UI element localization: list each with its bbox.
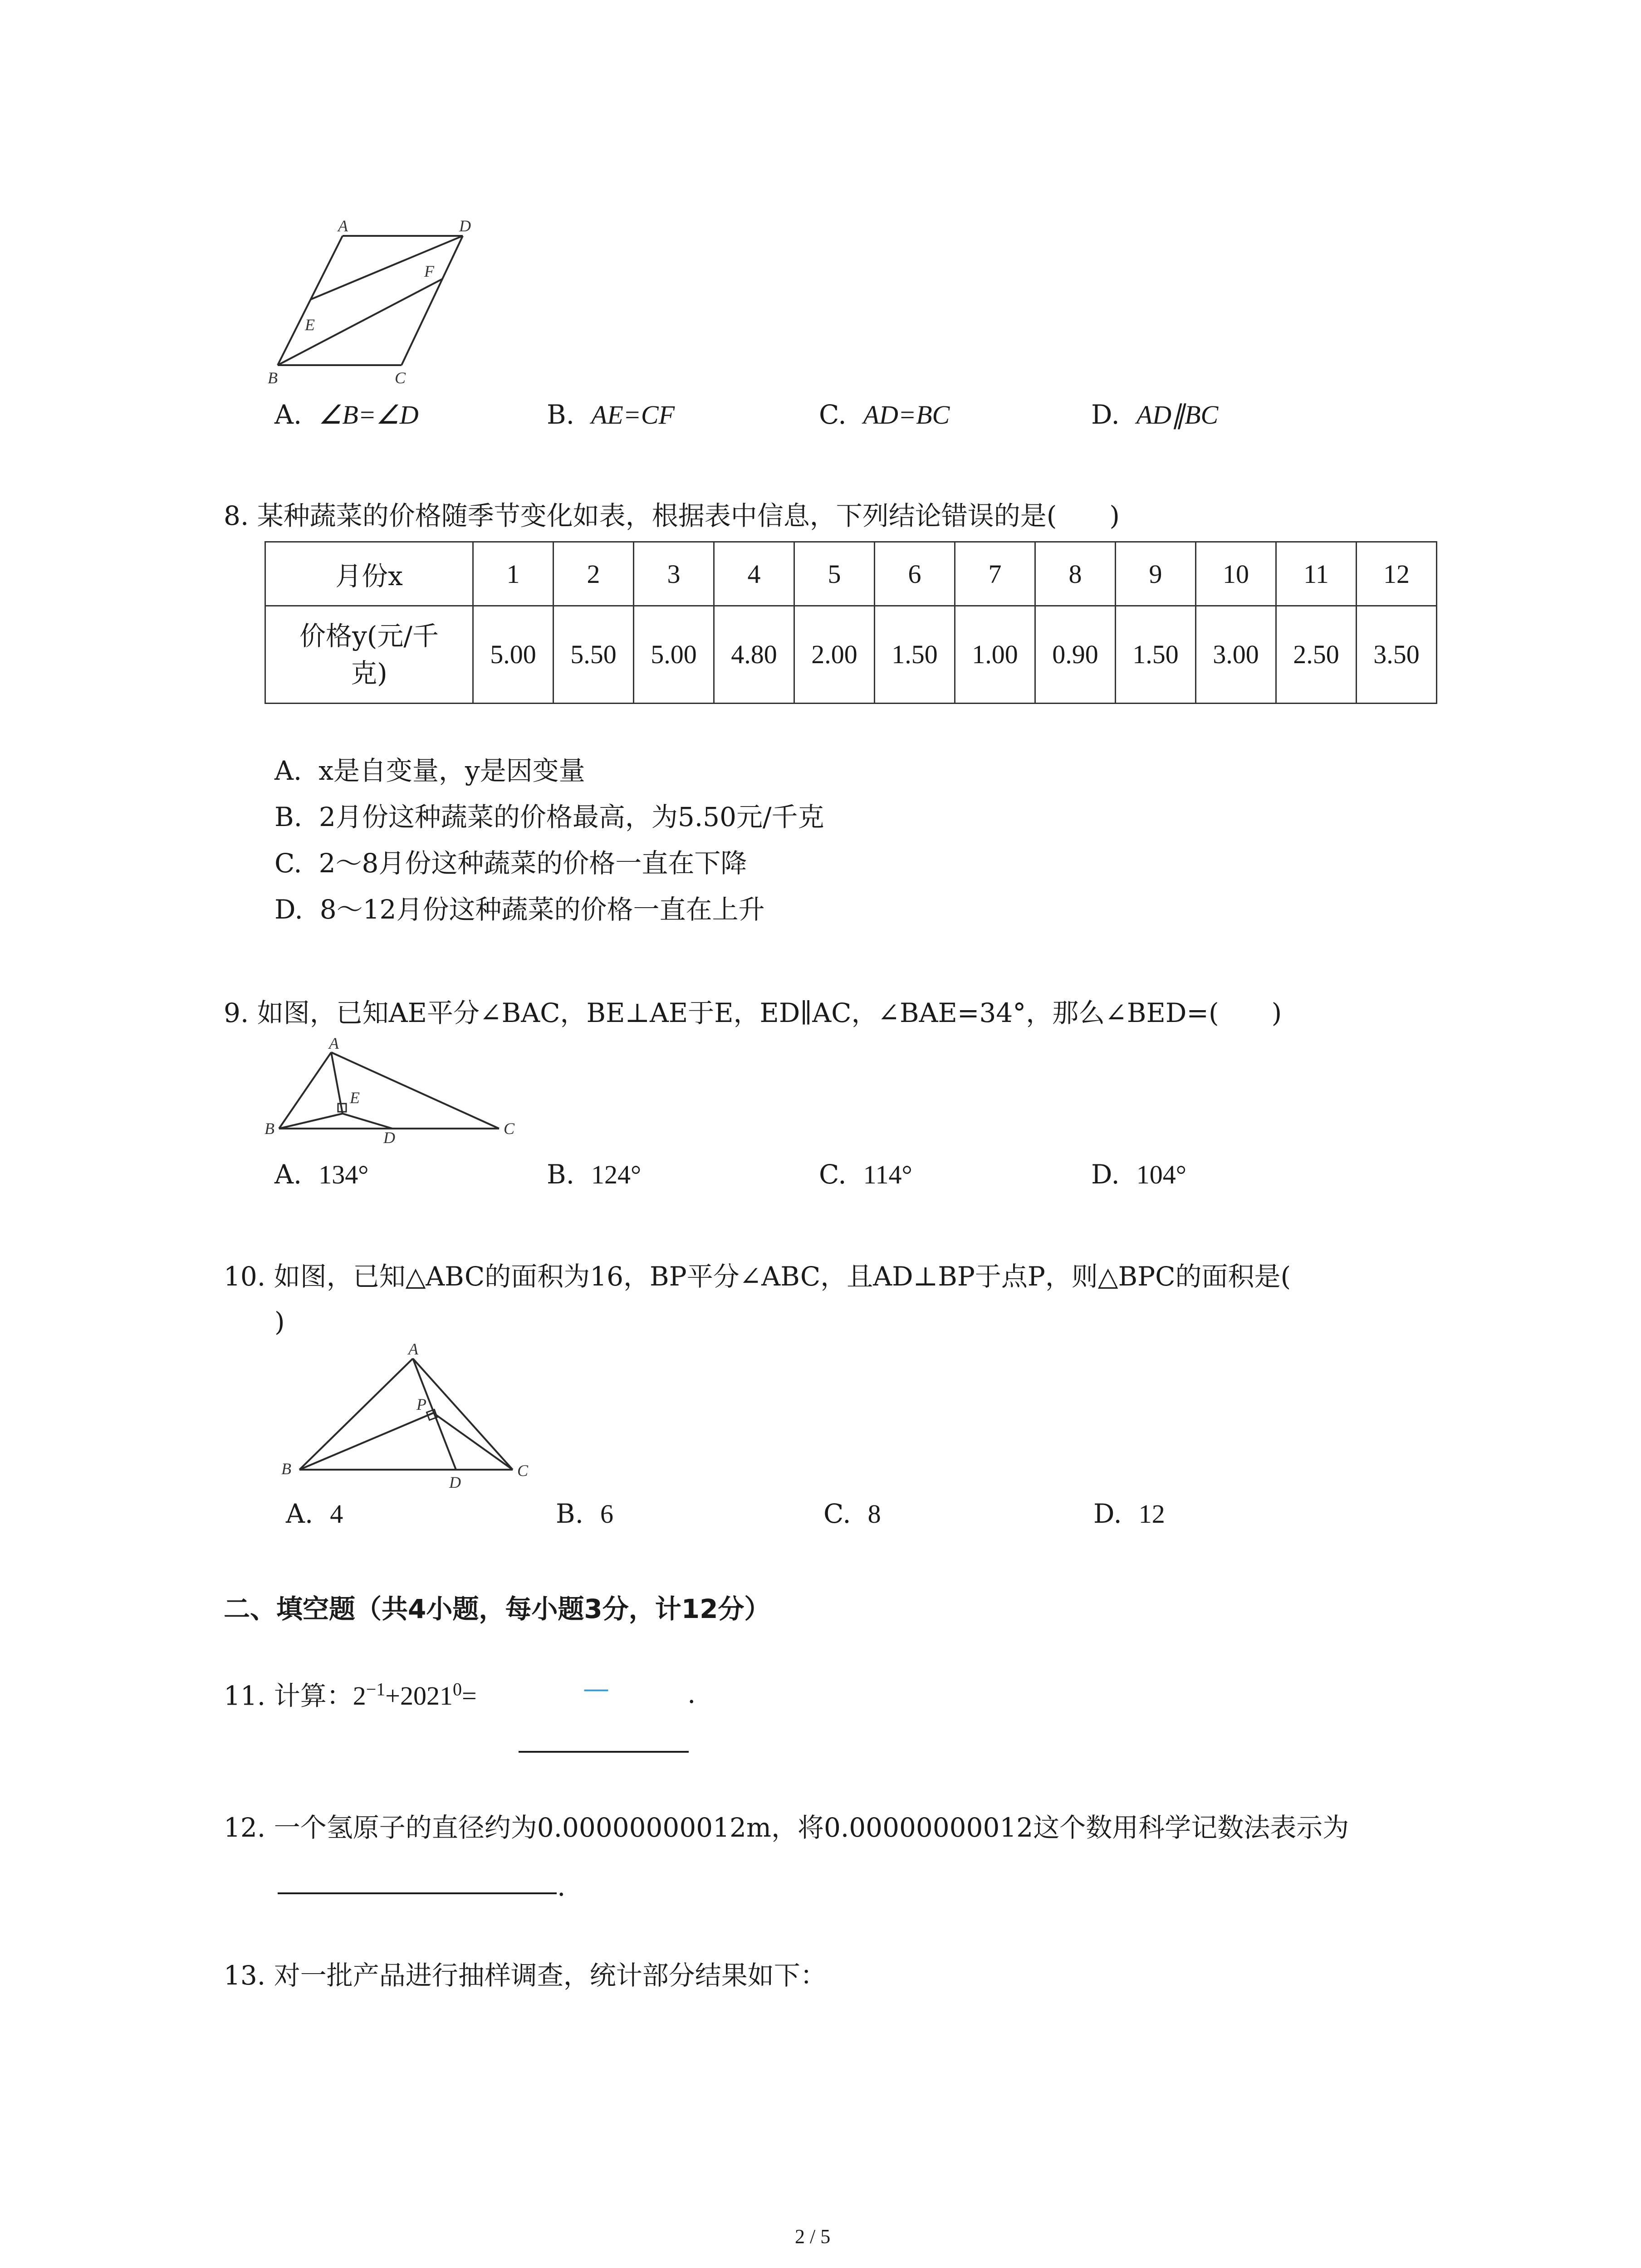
table-cell: 3 — [634, 542, 714, 606]
q7-side-ba — [278, 236, 343, 365]
q8-option-a: A. x是自变量，y是因变量 — [274, 755, 585, 786]
q9-side-ab — [279, 1052, 331, 1129]
q10-option-b: B. 6 — [556, 1498, 613, 1529]
table-cell: 0.90 — [1035, 606, 1116, 704]
q10-option-d: D. 12 — [1093, 1498, 1165, 1529]
q12-period: . — [557, 1871, 566, 1902]
q7-label-c: C — [395, 369, 406, 387]
table-cell: 2 — [554, 542, 634, 606]
table-cell: 4 — [714, 542, 794, 606]
table-cell: 5.00 — [634, 606, 714, 704]
table-cell: 6 — [875, 542, 955, 606]
q7-line-bf — [278, 279, 442, 365]
table-cell: 10 — [1196, 542, 1276, 606]
q7-option-c: C. AD=BC — [819, 399, 950, 430]
q12-stem: 12. 一个氢原子的直径约为0.00000000012m，将0.00000000012这个数用科学记数法表示为 — [224, 1812, 1349, 1843]
q7-label-e: E — [305, 316, 315, 334]
table-row — [265, 542, 1437, 606]
q8-option-b: B. 2月份这种蔬菜的价格最高，为5.50元/千克 — [274, 802, 824, 832]
table-row — [265, 606, 1437, 704]
q7-line-ed — [311, 236, 463, 299]
table-cell: 5.50 — [554, 606, 634, 704]
q9-option-d: D. 104° — [1091, 1159, 1186, 1190]
q10-option-c: C. 8 — [823, 1498, 881, 1529]
table-cell: 1 — [473, 542, 554, 606]
q7-side-dc — [402, 236, 463, 365]
q10-side-ab — [299, 1359, 413, 1470]
q9-label-a: A — [329, 1034, 339, 1052]
q9-option-c: C. 114° — [819, 1159, 912, 1190]
page-number: 2 / 5 — [795, 2225, 831, 2248]
q8-stem: 8. 某种蔬菜的价格随季节变化如表，根据表中信息，下列结论错误的是( ) — [224, 500, 1120, 531]
q11-answer-mark: — — [583, 1673, 609, 1704]
table-cell: 3.50 — [1357, 606, 1437, 704]
table-cell: 1.00 — [955, 606, 1035, 704]
q10-stem-line2: ) — [274, 1306, 285, 1337]
q9-label-e: E — [350, 1089, 360, 1107]
q9-line-ed — [343, 1114, 392, 1129]
table-cell: 3.00 — [1196, 606, 1276, 704]
section-heading-fill-in: 二、填空题（共4小题，每小题3分，计12分） — [224, 1593, 771, 1624]
table-cell: 2.00 — [794, 606, 875, 704]
q9-label-b: B — [265, 1119, 274, 1138]
table-cell: 8 — [1035, 542, 1116, 606]
q10-stem-line1: 10. 如图，已知△ABC的面积为16，BP平分∠ABC，且AD⊥BP于点P，则△BPC的面积是( — [224, 1261, 1291, 1292]
q11-answer-blank[interactable] — [519, 1751, 689, 1753]
table-cell: 7 — [955, 542, 1035, 606]
q10-label-c: C — [517, 1461, 529, 1480]
q10-figure — [272, 1338, 535, 1492]
q9-option-b: B. 124° — [547, 1159, 642, 1190]
q7-option-b: B. AE=CF — [547, 399, 675, 430]
q11-stem: 11. 计算：$2^{-1}+2021^0=$ — [224, 1679, 477, 1711]
q7-label-a: A — [338, 217, 348, 235]
table-cell: 9 — [1116, 542, 1196, 606]
table-header-month: 月份x — [265, 542, 473, 606]
table-cell: 12 — [1357, 542, 1437, 606]
q7-option-d: D. AD∥BC — [1091, 399, 1219, 430]
q7-label-f: F — [424, 262, 434, 280]
q10-right-angle-mark — [426, 1409, 437, 1420]
q10-line-bp — [299, 1413, 433, 1470]
q10-label-b: B — [281, 1460, 291, 1478]
q9-line-ae — [331, 1052, 343, 1114]
q12-answer-blank[interactable] — [278, 1892, 557, 1894]
q13-stem: 13. 对一批产品进行抽样调查，统计部分结果如下： — [224, 1960, 827, 1991]
q9-figure — [261, 1034, 524, 1143]
table-cell: 5.00 — [473, 606, 554, 704]
q8-option-c: C. 2～8月份这种蔬菜的价格一直在下降 — [274, 848, 747, 879]
table-cell: 2.50 — [1276, 606, 1357, 704]
q10-option-a: A. 4 — [286, 1498, 343, 1529]
q10-label-d: D — [449, 1473, 461, 1491]
table-cell: 4.80 — [714, 606, 794, 704]
q8-option-d: D. 8～12月份这种蔬菜的价格一直在上升 — [274, 894, 765, 925]
table-cell: 11 — [1276, 542, 1357, 606]
q7-option-a: A. ∠B=∠D — [274, 399, 419, 430]
table-cell: 1.50 — [875, 606, 955, 704]
q11-period: . — [687, 1678, 696, 1709]
q8-price-table — [265, 541, 1437, 704]
q9-stem: 9. 如图，已知AE平分∠BAC，BE⊥AE于E，ED∥AC，∠BAE=34°，那么∠BED=( ) — [224, 997, 1282, 1028]
table-cell: 5 — [794, 542, 875, 606]
q7-label-d: D — [459, 217, 471, 235]
q9-label-d: D — [383, 1129, 395, 1143]
q9-option-a: A. 134° — [274, 1159, 369, 1190]
q7-label-b: B — [268, 369, 278, 387]
q9-label-c: C — [504, 1119, 515, 1138]
table-header-price: 价格y(元/千克) — [265, 606, 473, 704]
q10-label-p: P — [416, 1395, 426, 1413]
q10-label-a: A — [408, 1340, 418, 1358]
q7-figure — [263, 213, 499, 395]
table-cell: 1.50 — [1116, 606, 1196, 704]
